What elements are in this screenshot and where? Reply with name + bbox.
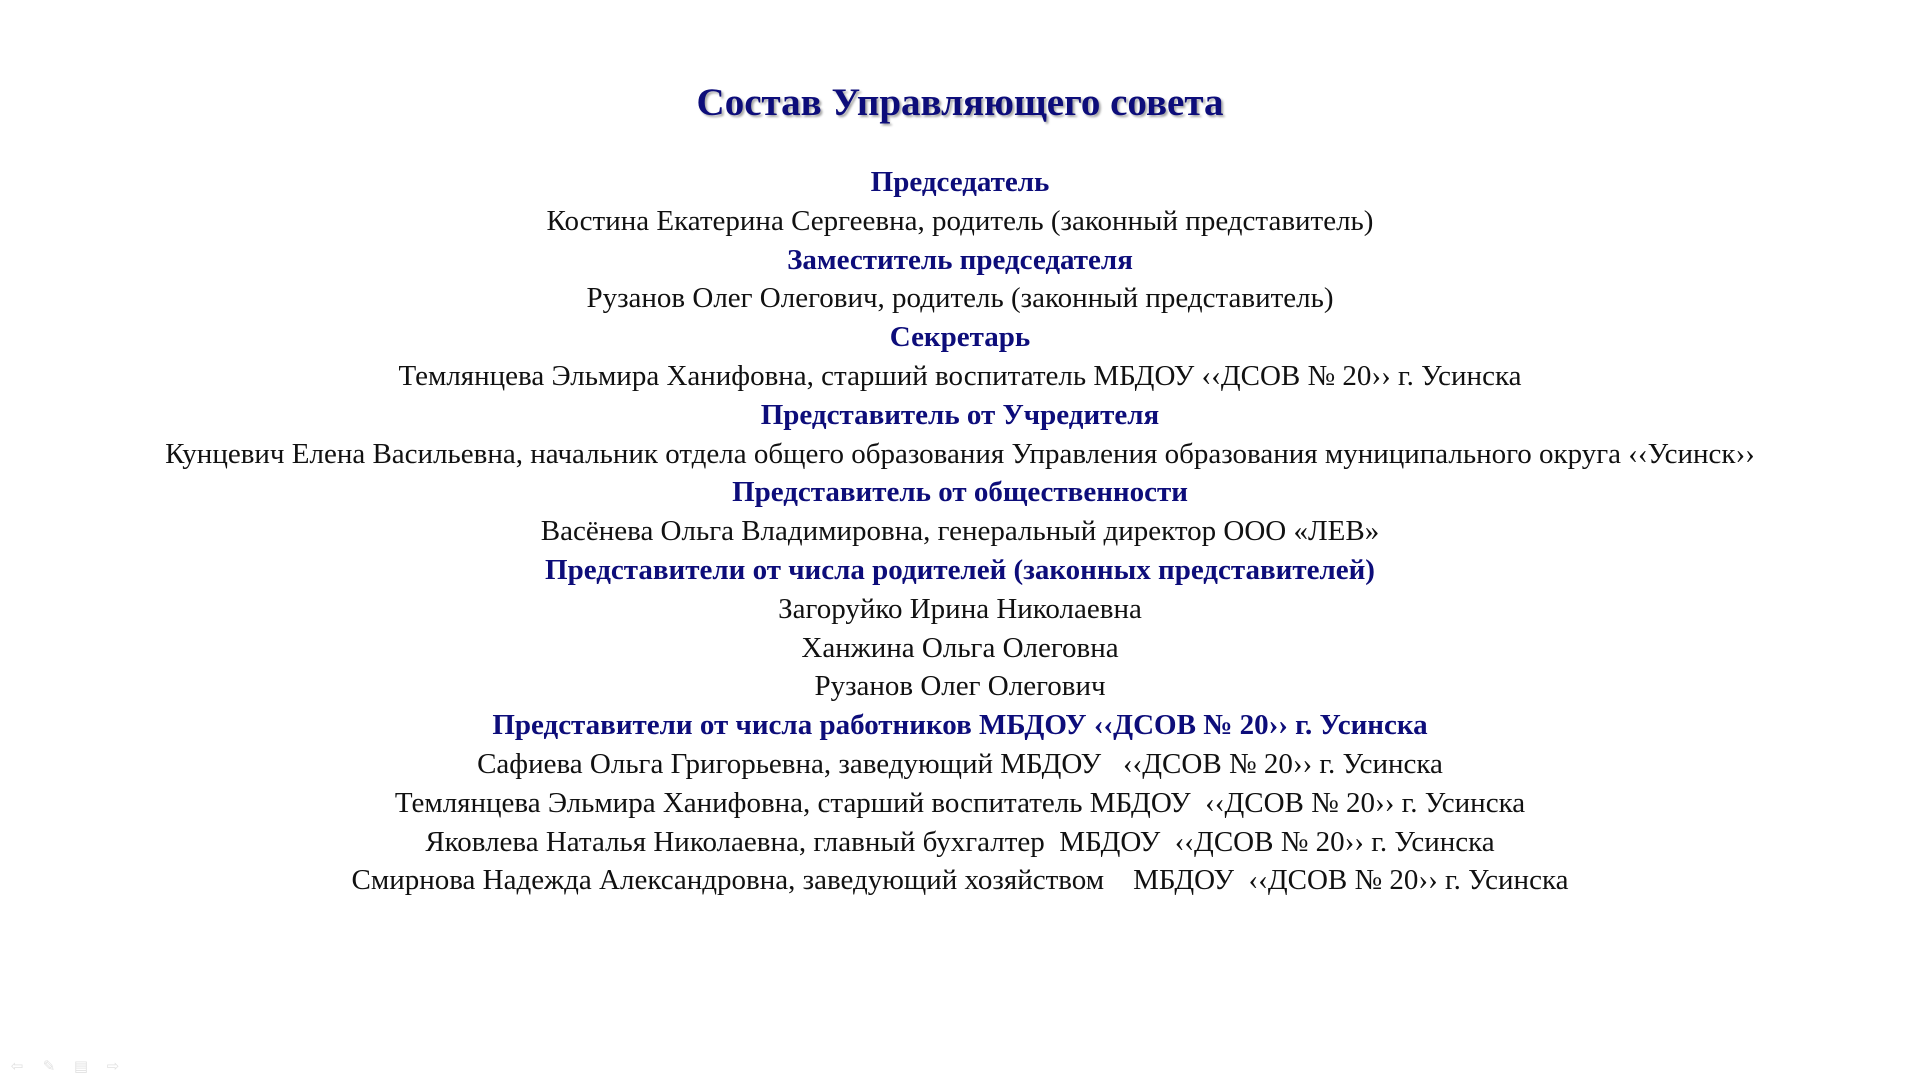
next-arrow-icon[interactable]: ⇨: [106, 1057, 120, 1075]
prev-arrow-icon[interactable]: ⇦: [10, 1057, 24, 1075]
member-line: Ханжина Ольга Олеговна: [801, 631, 1119, 664]
member-line: Загоруйко Ирина Николаевна: [778, 592, 1142, 625]
section-heading: Заместитель председателя: [787, 243, 1133, 276]
member-line: Костина Екатерина Сергеевна, родитель (законный представитель): [546, 204, 1374, 237]
section-heading: Представитель от общественности: [732, 476, 1188, 509]
slide-content: [0, 163, 1920, 900]
member-line: Васёнева Ольга Владимировна, генеральный директор ООО «ЛЕВ»: [540, 515, 1380, 548]
member-line: Кунцевич Елена Васильевна, начальник отдела общего образования Управления образования муниципального округа ‹‹Усинск››: [165, 437, 1755, 470]
menu-icon[interactable]: ▤: [73, 1057, 89, 1075]
member-line: Яковлева Наталья Николаевна, главный бухгалтер МБДОУ ‹‹ДСОВ № 20›› г. Усинска: [425, 825, 1495, 858]
member-line: Рузанов Олег Олегович: [814, 670, 1106, 703]
member-line: Темлянцева Эльмира Ханифовна, старший воспитатель МБДОУ ‹‹ДСОВ № 20›› г. Усинска: [394, 786, 1526, 819]
section-heading: Представители от числа работников МБДОУ ‹‹ДСОВ № 20›› г. Усинска: [492, 709, 1428, 742]
section-heading: Секретарь: [889, 321, 1031, 354]
section-heading: Представитель от Учредителя: [760, 398, 1160, 431]
member-line: Сафиева Ольга Григорьевна, заведующий МБДОУ ‹‹ДСОВ № 20›› г. Усинска: [477, 747, 1443, 780]
slideshow-nav: [6, 1058, 124, 1074]
member-line: Темлянцева Эльмира Ханифовна, старший воспитатель МБДОУ ‹‹ДСОВ № 20›› г. Усинска: [398, 359, 1522, 392]
section-heading: Председатель: [870, 166, 1050, 198]
member-line: Рузанов Олег Олегович, родитель (законный представитель): [586, 282, 1334, 315]
slide-title: Состав Управляющего совета: [696, 81, 1224, 124]
member-line: Смирнова Надежда Александровна, заведующий хозяйством МБДОУ ‹‹ДСОВ № 20›› г. Усинска: [351, 864, 1569, 897]
pen-icon[interactable]: ✎: [42, 1057, 56, 1075]
section-heading: Представители от числа родителей (законных представителей): [545, 553, 1375, 586]
